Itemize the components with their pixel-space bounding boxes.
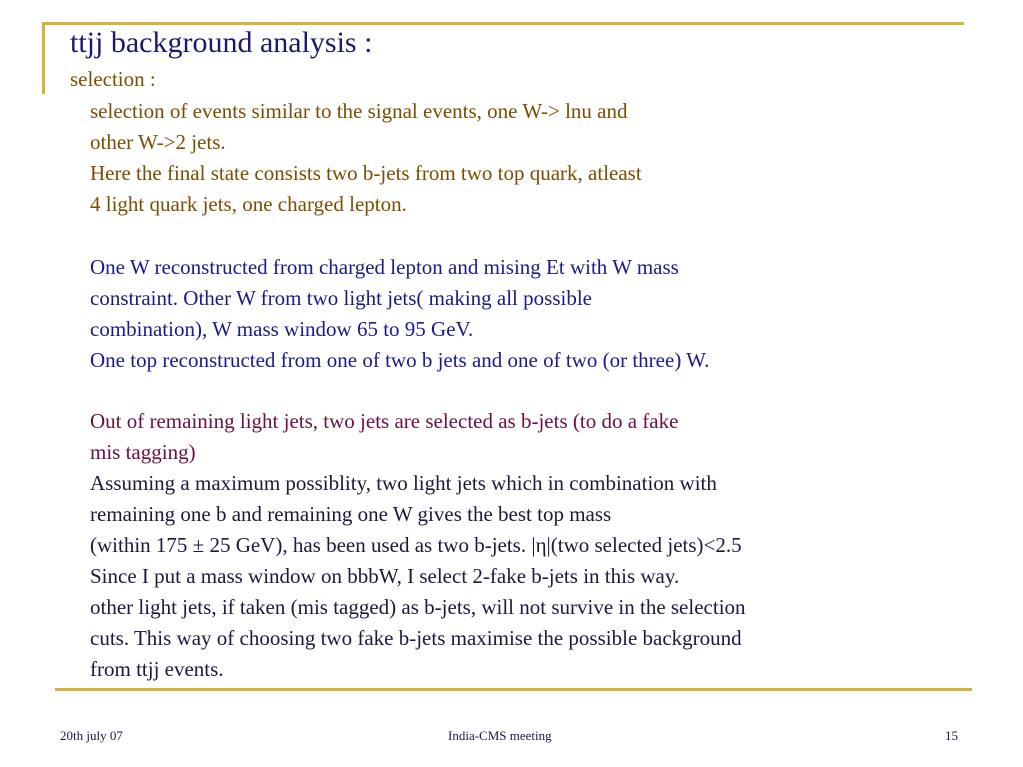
body-line: Out of remaining light jets, two jets are selected as b-jets (to do a fake [90, 409, 679, 433]
body-line: remaining one b and remaining one W gives the best top mass [90, 502, 612, 526]
body-line: One top reconstructed from one of two b jets and one of two (or three) W. [90, 348, 710, 372]
slide-frame-top-rule [42, 22, 964, 25]
body-line: Assuming a maximum possiblity, two light jets which in combination with [90, 471, 717, 495]
body-line: constraint. Other W from two light jets( making all possible [90, 286, 592, 310]
slide-frame-left-rule [42, 22, 45, 94]
body-line: Since I put a mass window on bbbW, I select 2-fake b-jets in this way. [90, 564, 680, 588]
body-line: One W reconstructed from charged lepton and mising Et with W mass [90, 255, 679, 279]
body-line: other W->2 jets. [90, 130, 226, 154]
body-line: 4 light quark jets, one charged lepton. [90, 192, 407, 216]
body-line: other light jets, if taken (mis tagged) as b-jets, will not survive in the selection [90, 595, 746, 619]
slide-title: ttjj background analysis : [70, 26, 373, 59]
footer-meeting: India-CMS meeting [448, 728, 552, 743]
footer-page-number: 15 [945, 728, 958, 743]
slide-subtitle: selection : [70, 67, 156, 91]
body-line: combination), W mass window 65 to 95 GeV. [90, 317, 474, 341]
body-line: from ttjj events. [90, 657, 224, 681]
slide-frame-bottom-rule [55, 688, 972, 691]
body-line: cuts. This way of choosing two fake b-jets maximise the possible background [90, 626, 742, 650]
body-line: Here the final state consists two b-jets from two top quark, atleast [90, 161, 642, 185]
body-line: mis tagging) [90, 440, 196, 464]
body-line: (within 175 ± 25 GeV), has been used as two b-jets. |η|(two selected jets)<2.5 [90, 533, 742, 557]
body-line: selection of events similar to the signal events, one W-> lnu and [90, 99, 628, 123]
footer-date: 20th july 07 [60, 728, 123, 743]
